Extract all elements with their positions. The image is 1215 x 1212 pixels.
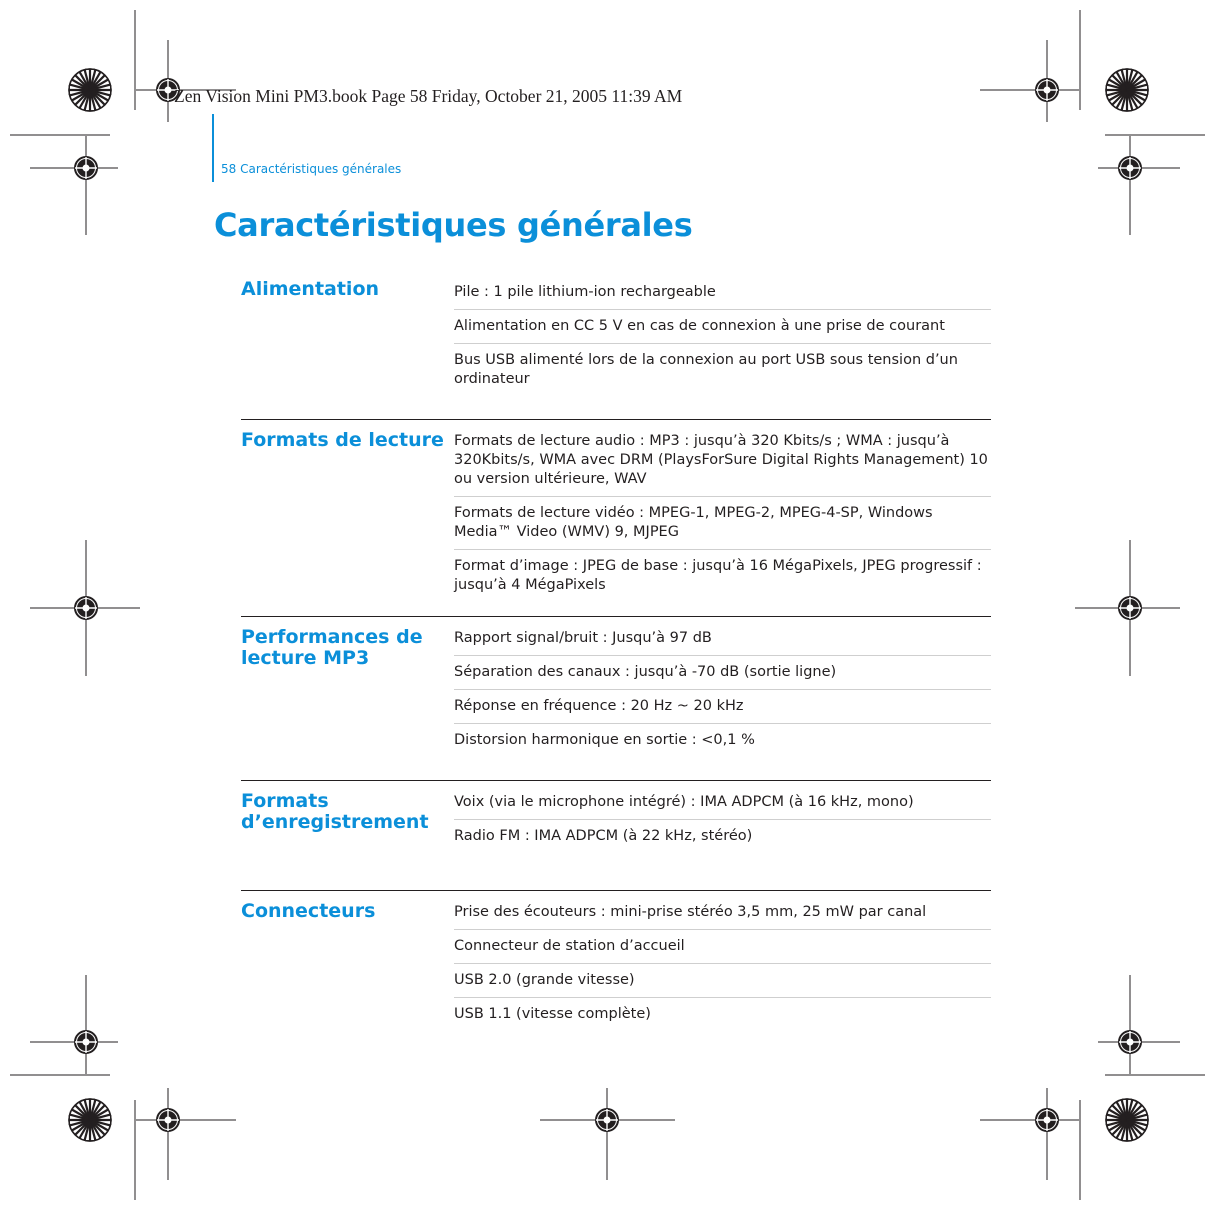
spec-section-enregistrement — [241, 781, 991, 891]
spec-item: Bus USB alimenté lors de la connexion au port USB sous tension d’un ordinateur — [454, 352, 958, 387]
spec-item: Pile : 1 pile lithium-ion rechargeable — [454, 276, 991, 310]
spec-item: Formats de lecture vidéo : MPEG-1, MPEG-2, MPEG-4-SP, Windows Media™ Video (WMV) 9, MJPEG — [454, 497, 991, 550]
spec-section-label: Alimentation — [241, 278, 380, 300]
spec-item: Réponse en fréquence : 20 Hz ~ 20 kHz — [454, 690, 991, 724]
spec-item: Format d’image : JPEG de base : jusqu’à 16 MégaPixels, JPEG progressif : jusqu’à 4 MégaPixels — [454, 558, 982, 593]
page-title: Caractéristiques générales — [214, 206, 693, 244]
spec-item: Formats de lecture audio : MP3 : jusqu’à 320 Kbits/s ; WMA : jusqu’à 320Kbits/s, WMA avec DRM (PlaysForSure Digital Rights Management) 10 ou version ultérieure, WAV — [454, 420, 991, 497]
spec-item: Séparation des canaux : jusqu’à -70 dB (sortie ligne) — [454, 656, 991, 690]
spec-section-performances — [241, 617, 991, 781]
spec-item: Voix (via le microphone intégré) : IMA ADPCM (à 16 kHz, mono) — [454, 781, 991, 820]
spec-item: Prise des écouteurs : mini-prise stéréo 3,5 mm, 25 mW par canal — [454, 891, 991, 930]
spec-section-items — [454, 781, 991, 853]
book-file-info: Zen Vision Mini PM3.book Page 58 Friday, October 21, 2005 11:39 AM — [174, 86, 683, 106]
spec-item: Distorsion harmonique en sortie : <0,1 % — [454, 732, 755, 748]
spec-section-connecteurs — [241, 891, 991, 1041]
spec-table — [241, 276, 991, 1041]
spec-section-items — [454, 617, 991, 757]
spec-item: Alimentation en CC 5 V en cas de connexion à une prise de courant — [454, 310, 991, 344]
spec-section-label: Formats d’enregistrement — [241, 790, 429, 833]
spec-section-label: Formats de lecture — [241, 429, 444, 451]
running-head: 58 Caractéristiques générales — [221, 162, 402, 176]
spec-item: USB 2.0 (grande vitesse) — [454, 964, 991, 998]
spec-item: Radio FM : IMA ADPCM (à 22 kHz, stéréo) — [454, 828, 753, 844]
spec-section-items — [454, 891, 991, 1031]
spec-section-label: Performances de lecture MP3 — [241, 626, 423, 669]
spec-section-items — [454, 276, 991, 396]
spec-section-alimentation — [241, 276, 991, 420]
running-head-bar — [212, 114, 214, 182]
spec-item: Rapport signal/bruit : Jusqu’à 97 dB — [454, 617, 991, 656]
spec-item: Connecteur de station d’accueil — [454, 930, 991, 964]
spec-section-formats-lecture — [241, 420, 991, 617]
spec-section-label: Connecteurs — [241, 900, 376, 922]
spec-item: USB 1.1 (vitesse complète) — [454, 1006, 651, 1022]
spec-section-items — [454, 420, 991, 602]
